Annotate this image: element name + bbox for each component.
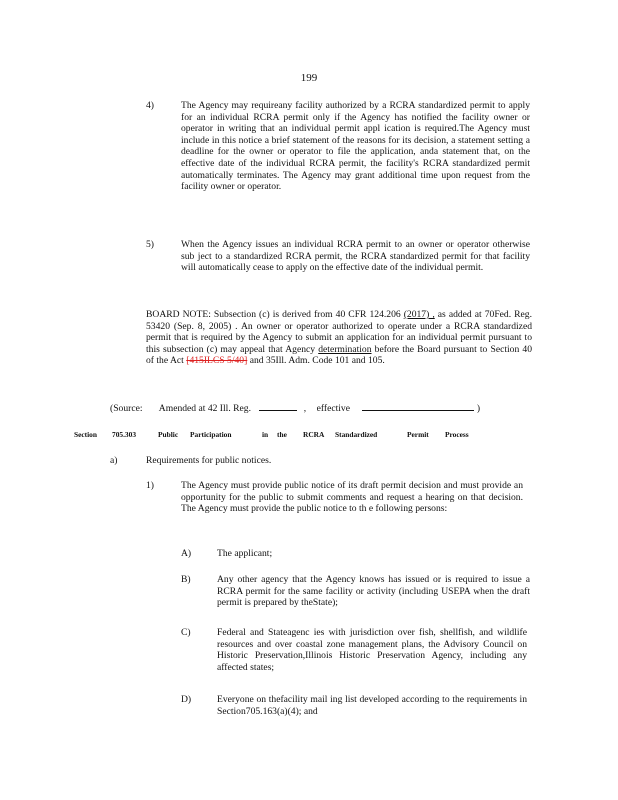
item-1-text: The Agency must provide public notice of its draft permit decision and must provide an opportunity for the public to submit comments and request a hearing on that decision. The Agency must provide the public notice to th e following persons: — [181, 480, 523, 515]
board-note — [146, 309, 532, 367]
section-number: 705.303 — [112, 430, 137, 439]
item-C-text: Federal and Stateagenc ies with jurisdiction over fish, shellfish, and wildlife resources and over coastal zone management plans, the Advisory Council on Historic Preservation,Illinois Historic Preservation Agency, including any affected states; — [217, 627, 527, 673]
board-note-year-insert: (2017) , — [403, 309, 435, 320]
board-note-struck-citation: [415ILCS 5/40] — [186, 355, 248, 367]
board-note-determination-insert: determination — [318, 343, 372, 355]
item-B-marker: B) — [181, 574, 191, 585]
section-label: Section — [74, 430, 97, 439]
source-amended: Amended at 42 Ill. Reg. — [158, 403, 251, 414]
item-D-text: Everyone on thefacility mail ing list developed according to the requirements in Section705.163(a)(4); and — [217, 694, 527, 717]
subsection-a-marker: a) — [110, 455, 118, 466]
source-label: (Source: — [110, 403, 143, 414]
board-note-part-2: as added at 70Fed. Reg. 53420 (Sep. 8, 2005) . An owner or operator authorized to operate under a RCRA standardized permit that is required by the Agency to submit an application for an individual permit pursuant to this subsection (c) may appeal that Agency — [146, 309, 532, 355]
effective-date-blank — [362, 402, 474, 411]
item-1-marker: 1) — [146, 480, 154, 491]
item-5-marker: 5) — [146, 239, 154, 250]
section-title-word-7: Permit — [407, 430, 429, 439]
item-D-marker: D) — [181, 694, 192, 705]
board-note-part-4: and 35Ill. Adm. Code 101 and 105. — [249, 355, 385, 367]
section-title-word-8: Process — [445, 430, 469, 439]
item-4-text: The Agency may requireany facility authorized by a RCRA standardized permit to apply for an individual RCRA permit only if the Agency has notified the facility owner or operator in writing that an individual permit appl ication is required.The Agency must include in this notice a brief statement of the reasons for its decision, a statement setting a deadline for the owner or operator to file the application, anda statement that, on the effective date of the individual RCRA permit, the facility's RCRA standardized permit automatically terminates. The Agency may grant additional time upon request from the facility owner or operator. — [181, 100, 530, 193]
section-title-word-4: the — [277, 430, 287, 439]
item-5-text: When the Agency issues an individual RCRA permit to an owner or operator otherwise sub ject to a standardized RCRA permit, the RCRA standardized permit for that facility will automatically cease to apply on the effective date of the individual permit. — [181, 239, 530, 274]
source-line: (Source: Amended at 42 Ill. Reg. , effective ) — [110, 403, 481, 414]
register-page-blank — [259, 402, 297, 411]
item-4-marker: 4) — [146, 100, 154, 111]
page-number: 199 — [300, 72, 318, 84]
section-title-word-3: in — [262, 430, 269, 439]
board-note-part-1: BOARD NOTE: Subsection (c) is derived from 40 CFR 124.206 — [146, 309, 401, 320]
item-B-text: Any other agency that the Agency knows has issued or is required to issue a RCRA permit for the same facility or activity (including USEPA when the draft permit is prepared by theState); — [217, 574, 530, 609]
section-title-word-6: Standardized — [335, 430, 378, 439]
subsection-a-text: Requirements for public notices. — [146, 455, 272, 466]
section-title-word-5: RCRA — [303, 430, 325, 439]
source-close: ) — [476, 403, 481, 414]
item-A-marker: A) — [181, 548, 192, 559]
item-A-text: The applicant; — [217, 548, 273, 559]
section-title-word-1: Public — [158, 430, 179, 439]
source-effective: effective — [316, 403, 350, 414]
item-C-marker: C) — [181, 627, 191, 638]
section-title-word-2: Participation — [190, 430, 232, 439]
board-note-part-3: before the Board pursuant to Section 40 of the Act — [146, 343, 532, 367]
